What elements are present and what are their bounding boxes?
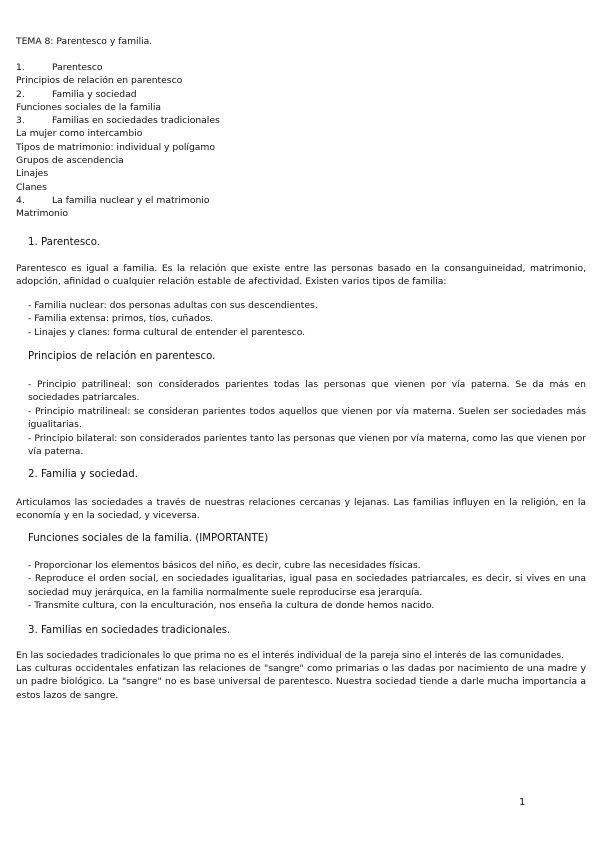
list-item: - Reproduce el orden social, en sociedades igualitarias, igual pasa en sociedades patriarcales, es decir, si vives en una sociedad muy jerárquica, en la familia normalmente suele reproducirse esa jerarquía. (28, 573, 586, 598)
toc-number: 4. (16, 194, 25, 206)
toc-label: Principios de relación en parentesco (16, 75, 183, 87)
document-title: TEMA 8: Parentesco y familia. (16, 36, 153, 47)
toc-label: Linajes (16, 168, 49, 180)
toc-item (16, 167, 220, 180)
list-item: - Principio bilateral: son considerados parientes tanto las personas que vienen por vía materna, como las que vienen por vía paterna. (28, 432, 586, 458)
toc-label: La familia nuclear y el matrimonio (52, 194, 210, 206)
paragraph-parentesco: Parentesco es igual a familia. Es la relación que existe entre las personas basado en la consanguineidad, matrimonio, adopción, afinidad o cualquier relación estable de afectividad. Existen varios tipos de familia: (16, 263, 586, 288)
toc-number: 2. (16, 88, 25, 100)
toc-item (16, 207, 220, 220)
subheading-funciones: Funciones sociales de la familia. (IMPORTANTE) (28, 533, 269, 544)
subheading-principios: Principios de relación en parentesco. (28, 351, 216, 362)
list-item: - Proporcionar los elementos básicos del niño, es decir, cubre las necesidades físicas. (28, 560, 421, 571)
toc-item (16, 101, 220, 114)
toc-item (16, 127, 220, 140)
toc-label: Grupos de ascendencia (16, 155, 124, 167)
list-item: - Transmite cultura, con la enculturación, nos enseña la cultura de donde hemos nacido. (28, 600, 435, 612)
family-types-list (28, 299, 586, 339)
toc-label: Familias en sociedades tradicionales (52, 115, 220, 127)
table-of-contents (16, 61, 220, 221)
functions-list (28, 559, 586, 613)
toc-number: 1. (16, 62, 25, 73)
toc-label: Parentesco (52, 62, 103, 73)
paragraph-familia-sociedad: Articulamos las sociedades a través de nuestras relaciones cercanas y lejanas. Las familias influyen en la religión, en la economía y en la sociedad, y viceversa. (16, 497, 586, 522)
toc-item (16, 61, 220, 74)
toc-item (16, 181, 220, 194)
toc-item (16, 88, 220, 101)
toc-label: Funciones sociales de la familia (16, 101, 161, 113)
toc-label: Tipos de matrimonio: individual y polígamo (16, 141, 215, 153)
toc-label: La mujer como intercambio (16, 128, 143, 140)
section-heading-familia-sociedad: 2. Familia y sociedad. (28, 469, 138, 480)
principles-list (28, 378, 586, 458)
toc-number: 3. (16, 115, 25, 127)
paragraph-tradicionales-2: Las culturas occidentales enfatizan las relaciones de "sangre" como primarias o las dadas por nacimiento de una madre y un padre biológico. La "sangre" no es base universal de parentesco. Nuestra sociedad tiende a darle mucha importancia a estos lazos de sangre. (16, 663, 586, 701)
paragraph-tradicionales-1: En las sociedades tradicionales lo que prima no es el interés individual de la pareja sino el interés de las comunidades. (16, 650, 565, 661)
toc-label: Clanes (16, 181, 47, 193)
toc-item (16, 114, 220, 127)
toc-item (16, 194, 220, 207)
toc-label: Familia y sociedad (52, 88, 137, 100)
toc-item (16, 154, 220, 167)
list-item: - Principio patrilineal: son considerados parientes todas las personas que vienen por vía paterna. Se da más en sociedades patriarcales. (28, 379, 586, 404)
toc-item (16, 74, 220, 87)
toc-item (16, 141, 220, 154)
section-heading-sociedades-tradicionales: 3. Familias en sociedades tradicionales. (28, 625, 231, 636)
list-item: - Linajes y clanes: forma cultural de entender el parentesco. (28, 326, 306, 338)
list-item: - Principio matrilineal: se consideran parientes todos aquellos que vienen por vía materna. Suelen ser sociedades más igualitarias. (28, 405, 586, 431)
toc-label: Matrimonio (16, 208, 69, 220)
page-number: 1 (519, 797, 526, 808)
list-item: - Familia extensa: primos, tíos, cuñados. (28, 313, 214, 325)
list-item: - Familia nuclear: dos personas adultas con sus descendientes. (28, 300, 318, 311)
section-heading-parentesco: 1. Parentesco. (28, 237, 101, 248)
